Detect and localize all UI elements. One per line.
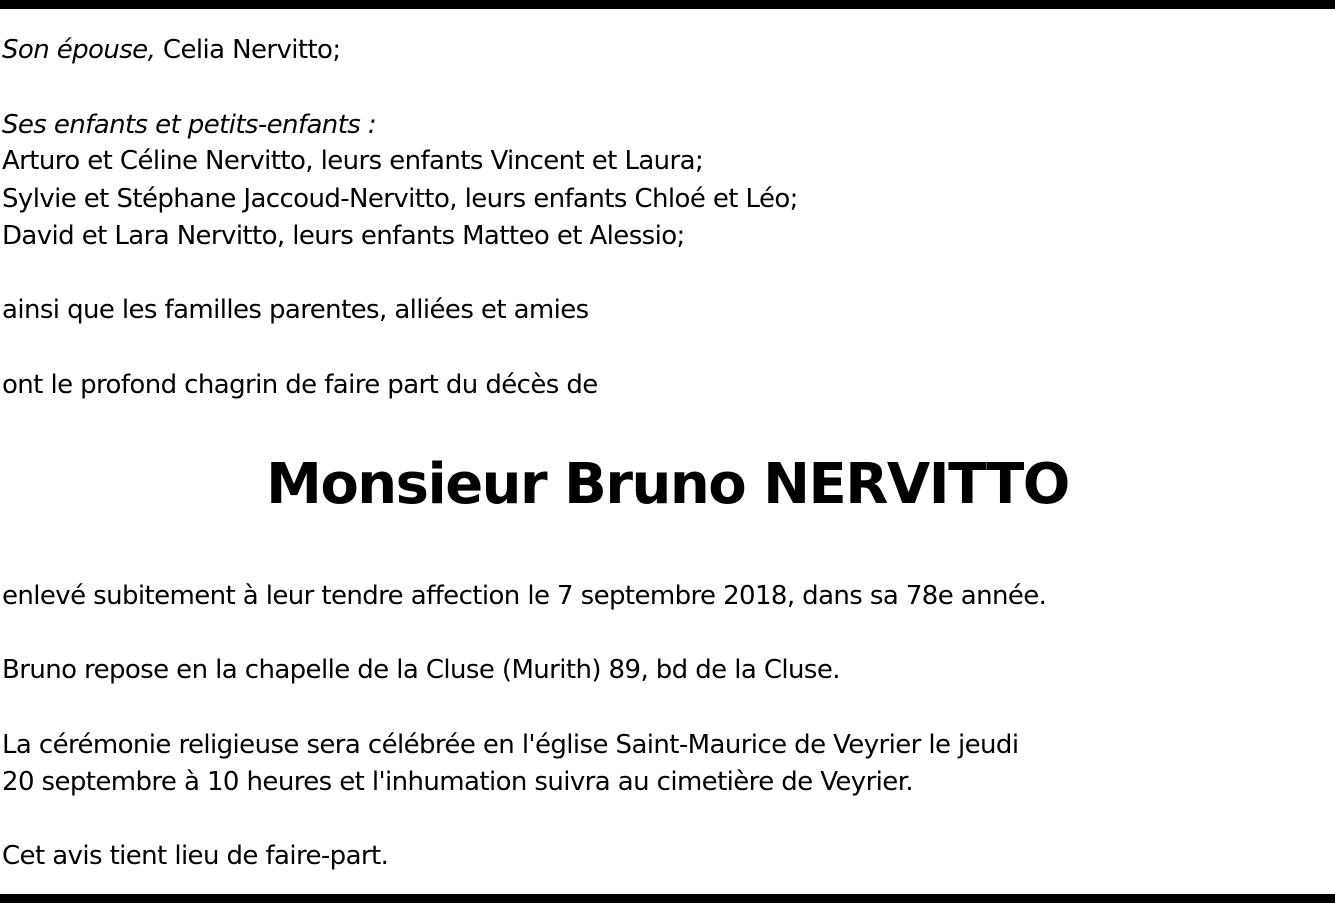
- rest-line: Bruno repose en la chapelle de la Cluse (Murith) 89, bd de la Cluse.: [2, 655, 840, 685]
- children-heading-text: Ses enfants et petits-enfants :: [2, 110, 377, 140]
- children-heading: [2, 107, 376, 143]
- ceremony-line-2: 20 septembre à 10 heures et l'inhumation suivra au cimetière de Veyrier.: [2, 767, 914, 797]
- children-line-3: David et Lara Nervitto, leurs enfants Matteo et Alessio;: [2, 221, 685, 251]
- spouse-line: [2, 32, 341, 68]
- death-line: enlevé subitement à leur tendre affection le 7 septembre 2018, dans sa 78e année.: [2, 581, 1047, 611]
- deceased-name: Monsieur Bruno NERVITTO: [266, 452, 1069, 517]
- closing-line: Cet avis tient lieu de faire-part.: [2, 841, 389, 871]
- announcement-line: ont le profond chagrin de faire part du décès de: [2, 370, 598, 400]
- families-line: ainsi que les familles parentes, alliées et amies: [2, 295, 589, 325]
- top-rule: [0, 0, 1335, 9]
- spouse-name: Celia Nervitto;: [155, 35, 341, 65]
- ceremony-line-1: La cérémonie religieuse sera célébrée en l'église Saint-Maurice de Veyrier le jeudi: [2, 730, 1019, 760]
- children-line-2: Sylvie et Stéphane Jaccoud-Nervitto, leurs enfants Chloé et Léo;: [2, 184, 798, 214]
- spouse-label: Son épouse,: [2, 35, 156, 65]
- bottom-rule: [0, 894, 1335, 903]
- children-line-1: Arturo et Céline Nervitto, leurs enfants Vincent et Laura;: [2, 146, 704, 176]
